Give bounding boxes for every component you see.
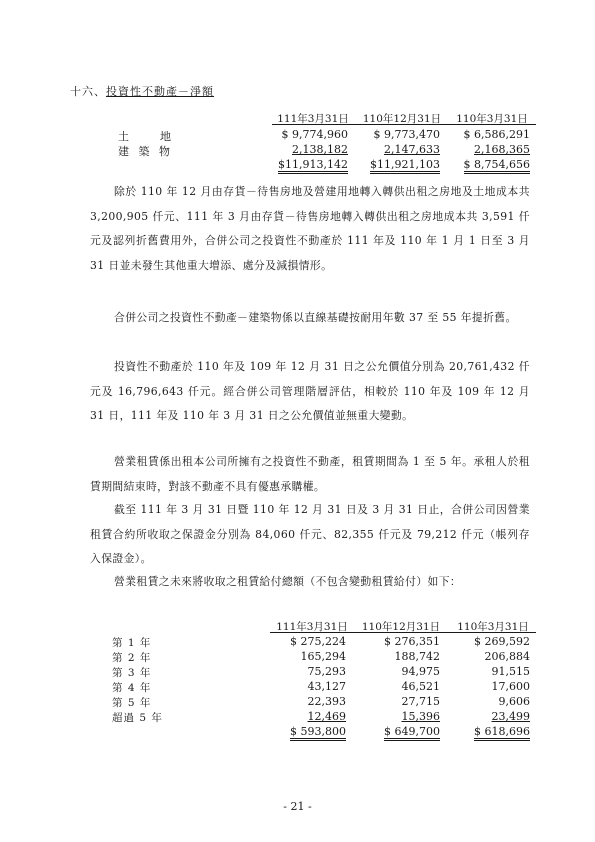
table2-cell: 22,393 xyxy=(307,695,346,708)
section-title xyxy=(70,83,214,99)
table2-header-col2: 110年12月31日 xyxy=(361,621,441,633)
table2-cell: $ 275,224 xyxy=(290,635,346,648)
table2-row-label: 第 3 年 xyxy=(112,667,152,679)
table1-total-value: $ 8,754,656 xyxy=(464,158,530,174)
table1-header-rule xyxy=(272,124,536,125)
table2-row-label: 超過 5 年 xyxy=(112,712,163,724)
table2-total xyxy=(270,725,346,738)
table2-cell: 12,469 xyxy=(307,710,346,723)
table2-total xyxy=(452,725,530,738)
table1-total xyxy=(362,158,440,171)
table2-cell: 9,606 xyxy=(498,695,530,708)
table2-cell: 15,396 xyxy=(401,710,440,723)
table1-cell: $ 9,774,960 xyxy=(281,128,348,141)
table1-total-value: $11,921,103 xyxy=(370,158,440,174)
page-number: - 21 - xyxy=(283,800,312,813)
table2-cell: $ 269,592 xyxy=(474,635,530,648)
table2-row-label: 第 5 年 xyxy=(112,697,152,709)
table2-cell: 43,127 xyxy=(307,680,346,693)
table2-header-rule xyxy=(270,632,536,633)
table2-cell: 75,293 xyxy=(307,665,346,678)
paragraph-6: 營業租賃之未來將收取之租賃給付總額（不包含變動租賃給付）如下： xyxy=(114,575,462,588)
table1-cell: 2,147,633 xyxy=(384,143,440,156)
table1-header-col3: 110年3月31日 xyxy=(456,113,528,125)
paragraph-3: 投資性不動產於 110 年及 109 年 12 月 31 日之公允價值分別為 20,761,432 仟元及 16,796,643 仟元。經合併公司管理階層評估，相較於 110 年及 109 年 12 月 31 日，111 年及 110 年 3 月 31 日之公允價值並無重大變動。 xyxy=(90,360,530,422)
table2-cell: 188,742 xyxy=(394,650,440,663)
table1-cell: 2,168,365 xyxy=(474,143,530,156)
table1-header-col1: 111年3月31日 xyxy=(277,113,349,125)
table2-row-label: 第 4 年 xyxy=(112,682,152,694)
table1-total xyxy=(272,158,348,171)
table1-cell: $ 6,586,291 xyxy=(463,128,530,141)
table1-row-label: 建 築 物 xyxy=(118,145,173,158)
table1-cell: 2,138,182 xyxy=(292,143,348,156)
table2-cell: 23,499 xyxy=(491,710,530,723)
table2-cell: 27,715 xyxy=(401,695,440,708)
table2-header-col3: 110年3月31日 xyxy=(457,621,529,633)
paragraph-4: 營業租賃係出租本公司所擁有之投資性不動產，租賃期間為 1 至 5 年。承租人於租賃期間結束時，對該不動產不具有優惠承購權。 xyxy=(90,455,530,493)
paragraph-2: 合併公司之投資性不動產－建築物係以直線基礎按耐用年數 37 至 55 年提折舊。 xyxy=(114,311,517,324)
table2-cell: 46,521 xyxy=(401,680,440,693)
table2-row-label: 第 1 年 xyxy=(112,637,152,649)
table2-total-value: $ 618,696 xyxy=(474,725,530,741)
table2-total-value: $ 593,800 xyxy=(290,725,346,741)
table2-cell: 206,884 xyxy=(484,650,530,663)
table2-total-value: $ 649,700 xyxy=(384,725,440,741)
table2-cell: 94,975 xyxy=(401,665,440,678)
table1-header-col2: 110年12月31日 xyxy=(362,113,442,125)
table1-cell: $ 9,773,470 xyxy=(373,128,440,141)
table2-header-col1: 111年3月31日 xyxy=(276,621,348,633)
paragraph-1: 除於 110 年 12 月由存貨－待售房地及營建用地轉入轉供出租之房地及土地成本共 3,200,905 仟元、111 年 3 月由存貨－待售房地轉入轉供出租之房地成本共 3,591 仟元及認列折舊費用外，合併公司之投資性不動產於 111 年及 110 年 1 月 1 日至 3 月 31 日並未發生其他重大增添、處分及減損情形。 xyxy=(90,185,530,272)
table2-cell: $ 276,351 xyxy=(384,635,440,648)
table2-row-label: 第 2 年 xyxy=(112,652,152,664)
table1-total-value: $11,913,142 xyxy=(278,158,348,174)
section-title-text: 投資性不動產－淨額 xyxy=(106,85,214,98)
table2-total xyxy=(360,725,440,738)
table1-total xyxy=(454,158,530,171)
table2-cell: 17,600 xyxy=(491,680,530,693)
paragraph-5: 截至 111 年 3 月 31 日暨 110 年 12 月 31 日及 3 月 31 日止，合併公司因營業租賃合約所收取之保證金分別為 84,060 仟元、82,355 仟元及 79,212 仟元（帳列存入保證金）。 xyxy=(90,503,530,565)
table1-row-label: 土 地 xyxy=(118,130,174,143)
section-prefix: 十六、 xyxy=(70,85,106,98)
table2-cell: 165,294 xyxy=(300,650,346,663)
table2-cell: 91,515 xyxy=(491,665,530,678)
